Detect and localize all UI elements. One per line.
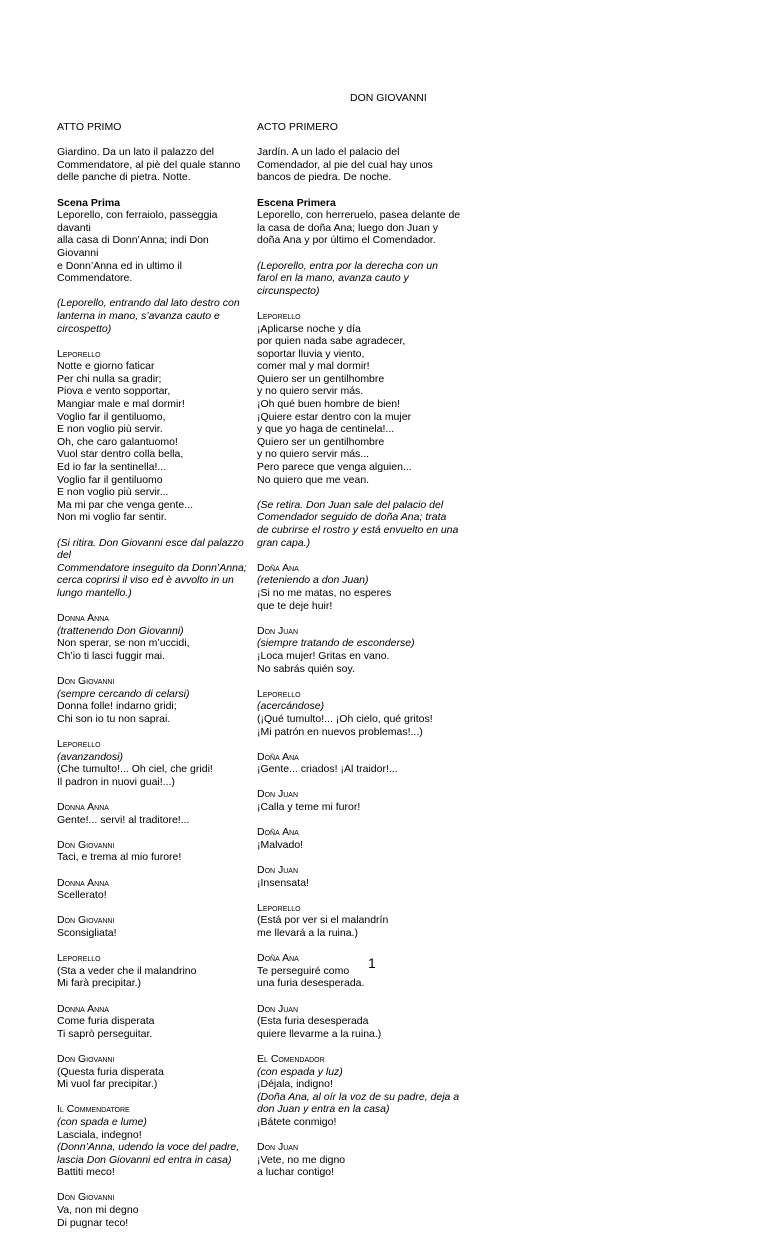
character-name: Leporello	[57, 952, 101, 965]
spanish-text-block	[257, 1141, 467, 1179]
verse-text: ¡Loca mujer! Gritas en vano. No sabrás quién soy.	[257, 649, 390, 675]
verse-text: Non sperar, se non m’uccidi, Ch’io ti lasci fuggir mai.	[57, 637, 190, 662]
spanish-text-block	[257, 197, 467, 247]
italian-text-block	[57, 1191, 253, 1229]
character-name: Doña Ana	[257, 561, 299, 574]
italian-text-block	[57, 297, 253, 335]
character-name: Leporello	[257, 901, 301, 914]
character-name: Leporello	[257, 309, 301, 322]
verse-text: (Esta furia desesperada quiere llevarme a la ruina.)	[257, 1015, 382, 1040]
character-name: Il Commendatore	[57, 1103, 130, 1116]
italian-text-block	[57, 1053, 253, 1091]
stage-direction: (reteniendo a don Juan)	[257, 574, 369, 587]
spanish-text-block	[257, 260, 467, 298]
spanish-text-block	[257, 826, 467, 851]
character-name: Don Juan	[257, 864, 299, 877]
spanish-text-block	[257, 146, 467, 184]
verse-text: ¡Insensata!	[257, 876, 309, 889]
italian-text-block	[57, 1003, 253, 1041]
italian-text-block	[57, 738, 253, 788]
character-name: El Comendador	[257, 1052, 325, 1065]
spanish-text-block	[257, 121, 467, 134]
verse-text: Lasciala, indegno!	[57, 1128, 142, 1141]
italian-text-block	[57, 612, 253, 662]
italian-text-block	[57, 1103, 253, 1179]
verse-text: Leporello, con herreruelo, pasea delante de la casa de doña Ana; luego don Juan y doña Ana y por último el Comendador.	[257, 209, 461, 247]
character-name: Don Giovanni	[57, 675, 115, 688]
italian-text-block	[57, 121, 253, 134]
character-name: Donna Anna	[57, 876, 109, 889]
stage-direction: (Si ritira. Don Giovanni esce dal palazzo del Commendatore inseguito da Donn’Anna; cerca coprirsi il viso ed è avvolto in un lungo mantello.)	[57, 536, 247, 599]
spanish-text-block	[257, 751, 467, 776]
verse-text: Scellerato!	[57, 889, 107, 902]
verse-text: ¡Malvado!	[257, 838, 304, 851]
character-name: Don Juan	[257, 1002, 299, 1015]
verse-text: Sconsigliata!	[57, 927, 117, 939]
stage-direction: (avanzandosi)	[57, 750, 123, 763]
verse-text: Donna folle! indarno gridi; Chi son io tu non saprai.	[57, 700, 177, 725]
verse-text: ¡Si no me matas, no esperes que te deje huir!	[257, 586, 392, 612]
verse-text: (¡Qué tumulto!... ¡Oh cielo, qué gritos! ¡Mi patrón en nuevos problemas!...)	[257, 712, 433, 738]
spanish-text-block	[257, 562, 467, 612]
verse-text: ¡Gente... criados! ¡Al traidor!...	[257, 763, 398, 776]
verse-text: Battiti meco!	[57, 1166, 115, 1179]
spanish-text-block	[257, 902, 467, 940]
scene-heading: Scena Prima	[57, 196, 121, 209]
verse-text: (Sta a veder che il malandrino Mi farà precipitar.)	[57, 964, 197, 990]
spanish-text-block	[257, 1053, 467, 1129]
character-name: Don Juan	[257, 1141, 299, 1154]
verse-text: Notte e giorno faticar Per chi nulla sa gradir; Piova e vento sopportar, Mangiar male e mal dormir! Voglio far il gentiluomo, E non voglio più servir. Oh, che caro galantuomo! Vuol star dentro colla bella, Ed io far la sentinella!... Voglio far il gentiluomo E non voglio più servir... Ma mi par che venga gente... Non mi voglio far sentir.	[57, 360, 193, 524]
verse-text: ATTO PRIMO	[57, 121, 122, 133]
stage-direction: (acercándose)	[257, 700, 325, 713]
character-name: Don Juan	[257, 788, 299, 801]
spanish-text-block	[257, 499, 467, 549]
character-name: Leporello	[257, 687, 301, 700]
stage-direction: (Donn’Anna, udendo la voce del padre, lascia Don Giovanni ed entra in casa)	[57, 1141, 240, 1166]
italian-text-block	[57, 675, 253, 725]
character-name: Doña Ana	[257, 750, 299, 763]
scene-heading: Escena Primera	[257, 196, 336, 209]
verse-text: ¡Déjala, indigno!	[257, 1078, 333, 1091]
spanish-text-block	[257, 1003, 467, 1041]
spanish-text-block	[257, 864, 467, 889]
verse-text: Leporello, con ferraiolo, passeggia davanti alla casa di Donn’Anna; indi Don Giovanni e Donn’Anna ed in ultimo il Commendatore.	[57, 209, 218, 285]
spanish-text-block	[257, 688, 467, 738]
italian-text-block	[57, 877, 253, 902]
verse-text: Taci, e trema al mio furore!	[57, 851, 182, 864]
stage-direction: (sempre cercando di celarsi)	[57, 687, 190, 700]
italian-text-block	[57, 839, 253, 864]
page-number: 1	[368, 955, 376, 971]
stage-direction: (Leporello, entra por la derecha con un farol en la mano, avanza cauto y circunspecto)	[257, 259, 438, 297]
character-name: Doña Ana	[257, 826, 299, 839]
italian-text-block	[57, 348, 253, 524]
spanish-text-block	[257, 625, 467, 675]
character-name: Donna Anna	[57, 612, 109, 625]
character-name: Don Giovanni	[57, 1191, 115, 1204]
italian-text-block	[57, 197, 253, 285]
verse-text: ¡Aplicarse noche y día por quien nada sabe agradecer, soportar lluvia y viento, comer mal y mal dormir! Quiero ser un gentilhombre y no quiero servir más. ¡Oh qué buen hombre de bien! ¡Quiere estar dentro con la mujer y que yo haga de centinela!... Quiero ser un gentilhombre y no quiero servir más... Pero parece que venga alguien... No quiero que me vean.	[257, 322, 412, 486]
character-name: Don Juan	[257, 624, 299, 637]
italian-text-block	[57, 952, 253, 990]
character-name: Leporello	[57, 347, 101, 360]
spanish-text-block	[257, 788, 467, 813]
spanish-column	[257, 121, 467, 1191]
spanish-text-block	[257, 310, 467, 486]
stage-direction: (siempre tratando de esconderse)	[257, 637, 415, 650]
verse-text: Giardino. Da un lato il palazzo del Commendatore, al piè del quale stanno delle panche di pietra. Notte.	[57, 146, 241, 184]
character-name: Donna Anna	[57, 1002, 109, 1015]
stage-direction: (con spada e lume)	[57, 1115, 147, 1128]
verse-text: (Questa furia disperata Mi vuol far precipitar.)	[57, 1065, 164, 1091]
verse-text: ¡Vete, no me digno a luchar contigo!	[257, 1153, 346, 1179]
running-title: DON GIOVANNI	[350, 92, 427, 104]
italian-column	[57, 121, 253, 1242]
italian-text-block	[57, 914, 253, 939]
stage-direction: (Doña Ana, al oír la voz de su padre, deja a don Juan y entra en la casa)	[257, 1090, 460, 1116]
italian-text-block	[57, 801, 253, 826]
verse-text: ¡Calla y teme mi furor!	[257, 801, 361, 814]
character-name: Doña Ana	[257, 952, 299, 965]
stage-direction: (trattenendo Don Giovanni)	[57, 624, 184, 637]
italian-text-block	[57, 146, 253, 184]
stage-direction: (Leporello, entrando dal lato destro con lanterna in mano, s’avanza cauto e circospetto)	[57, 297, 240, 335]
verse-text: ACTO PRIMERO	[257, 121, 338, 133]
stage-direction: (con espada y luz)	[257, 1065, 343, 1078]
verse-text: Gente!... servi! al traditore!...	[57, 813, 190, 826]
verse-text: ¡Bátete conmigo!	[257, 1115, 337, 1128]
italian-text-block	[57, 537, 253, 600]
verse-text: Come furia disperata Ti saprò perseguitar.	[57, 1015, 155, 1040]
verse-text: (Está por ver si el malandrín me llevará a la ruina.)	[257, 914, 389, 939]
character-name: Don Giovanni	[57, 838, 115, 851]
verse-text: Va, non mi degno Di pugnar teco!	[57, 1204, 139, 1229]
character-name: Don Giovanni	[57, 1052, 115, 1065]
verse-text: (Che tumulto!... Oh ciel, che gridi! Il padron in nuovi guai!...)	[57, 763, 213, 788]
verse-text: Te perseguiré como una furia desesperada.	[257, 964, 365, 990]
spanish-text-block	[257, 952, 467, 990]
character-name: Leporello	[57, 738, 101, 751]
stage-direction: (Se retira. Don Juan sale del palacio del Comendador seguido de doña Ana; trata de cubrirse el rostro y está envuelto en una gran capa.)	[257, 498, 459, 549]
character-name: Donna Anna	[57, 801, 109, 814]
verse-text: Jardín. A un lado el palacio del Comendador, al pie del cual hay unos bancos de piedra. De noche.	[257, 146, 433, 184]
character-name: Don Giovanni	[57, 914, 115, 927]
